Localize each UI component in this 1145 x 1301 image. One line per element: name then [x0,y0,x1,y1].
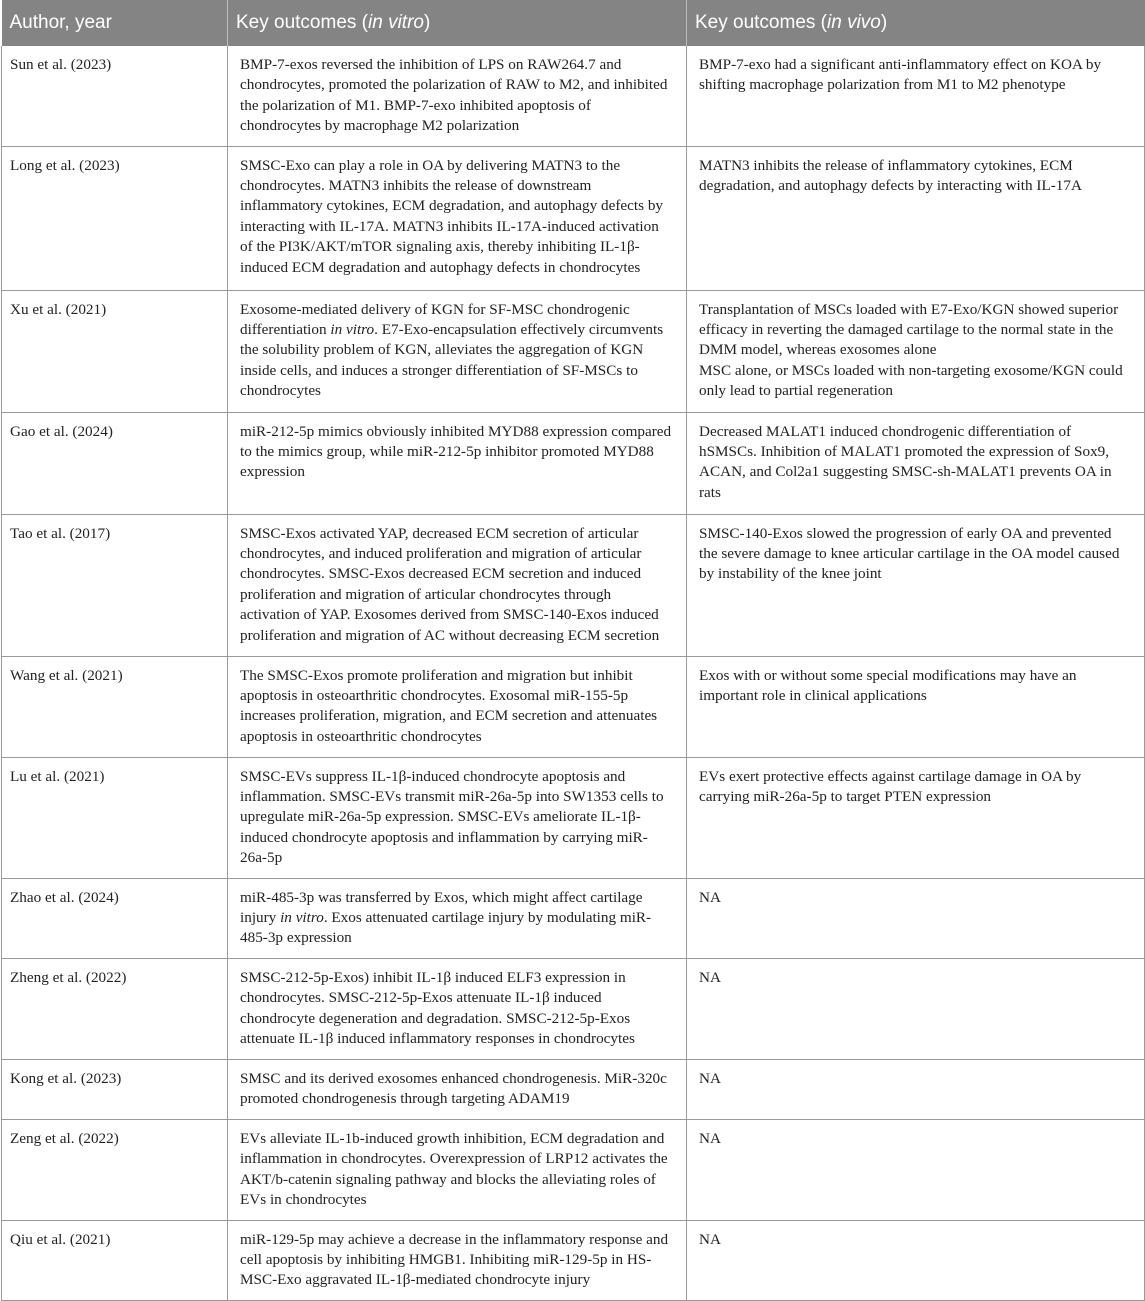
in-vivo-cell: BMP-7-exo had a significant anti-inflammatory effect on KOA by shifting macrophage polarization from M1 to M2 phenotype [687,46,1145,146]
in-vivo-cell: Decreased MALAT1 induced chondrogenic differentiation of hSMSCs. Inhibition of MALAT1 promoted the expression of Sox9, ACAN, and Col2a1 suggesting SMSC-sh-MALAT1 prevents OA in rats [687,412,1145,514]
header-author-year: Author, year [2,0,228,46]
table-row [2,878,1145,958]
author-cell: Wang et al. (2021) [2,656,228,757]
table-row [2,958,1145,1059]
in-vitro-cell: SMSC and its derived exosomes enhanced chondrogenesis. MiR-320c promoted chondrogenesis through targeting ADAM19 [228,1059,687,1119]
table-row [2,1220,1145,1300]
author-cell: Xu et al. (2021) [2,290,228,412]
table-header [2,0,1145,46]
table-row [2,514,1145,656]
in-vitro-cell: miR-129-5p may achieve a decrease in the inflammatory response and cell apoptosis by inhibiting HMGB1. Inhibiting miR-129-5p in HS-MSC-Exo aggravated IL-1β-mediated chondrocyte injury [228,1220,687,1300]
in-vitro-cell: miR-212-5p mimics obviously inhibited MYD88 expression compared to the mimics group, while miR-212-5p inhibitor promoted MYD88 expression [228,412,687,514]
in-vitro-cell: BMP-7-exos reversed the inhibition of LPS on RAW264.7 and chondrocytes, promoted the polarization of RAW to M2, and inhibited the polarization of M1. BMP-7-exo inhibited apoptosis of chondrocytes by macrophage M2 polarization [228,46,687,146]
in-vivo-cell: NA [687,878,1145,958]
in-vitro-cell: SMSC-EVs suppress IL-1β-induced chondrocyte apoptosis and inflammation. SMSC-EVs transmit miR-26a-5p into SW1353 cells to upregulate miR-26a-5p expression. SMSC-EVs ameliorate IL-1β-induced chondrocyte apoptosis and inflammation by carrying miR-26a-5p [228,757,687,878]
author-cell: Zeng et al. (2022) [2,1119,228,1220]
in-vitro-cell: Exosome-mediated delivery of KGN for SF-MSC chondrogenic differentiation in vitro. E7-Exo-encapsulation effectively circumvents the solubility problem of KGN, alleviates the aggregation of KGN inside cells, and induces a stronger differentiation of SF-MSCs to chondrocytes [228,290,687,412]
in-vivo-cell: Transplantation of MSCs loaded with E7-Exo/KGN showed superior efficacy in reverting the damaged cartilage to the normal state in the DMM model, whereas exosomes alone MSC alone, or MSCs loaded with non-targeting exosome/KGN could only lead to partial regeneration [687,290,1145,412]
table-row [2,656,1145,757]
author-cell: Sun et al. (2023) [2,46,228,146]
table-row [2,412,1145,514]
author-cell: Qiu et al. (2021) [2,1220,228,1300]
author-cell: Zhao et al. (2024) [2,878,228,958]
table-body [2,46,1145,1300]
table-row [2,46,1145,146]
in-vivo-cell: MATN3 inhibits the release of inflammatory cytokines, ECM degradation, and autophagy defects by interacting with IL-17A [687,146,1145,290]
in-vitro-cell: SMSC-212-5p-Exos) inhibit IL-1β induced ELF3 expression in chondrocytes. SMSC-212-5p-Exos attenuate IL-1β induced chondrocyte degeneration and degradation. SMSC-212-5p-Exos attenuate IL-1β induced inflammatory responses in chondrocytes [228,958,687,1059]
in-vivo-cell: SMSC-140-Exos slowed the progression of early OA and prevented the severe damage to knee articular cartilage in the OA model caused by instability of the knee joint [687,514,1145,656]
in-vivo-cell: NA [687,1220,1145,1300]
in-vitro-cell: EVs alleviate IL-1b-induced growth inhibition, ECM degradation and inflammation in chondrocytes. Overexpression of LRP12 activates the AKT/b-catenin signaling pathway and blocks the alleviating roles of EVs in chondrocytes [228,1119,687,1220]
in-vivo-cell: Exos with or without some special modifications may have an important role in clinical applications [687,656,1145,757]
in-vivo-cell: NA [687,1119,1145,1220]
outcomes-table [1,0,1145,1301]
header-in-vitro: Key outcomes (in vitro) [228,0,687,46]
author-cell: Gao et al. (2024) [2,412,228,514]
author-cell: Lu et al. (2021) [2,757,228,878]
table-row [2,1059,1145,1119]
author-cell: Kong et al. (2023) [2,1059,228,1119]
table-row [2,757,1145,878]
in-vivo-cell: NA [687,1059,1145,1119]
table-row [2,146,1145,290]
author-cell: Long et al. (2023) [2,146,228,290]
author-cell: Tao et al. (2017) [2,514,228,656]
header-in-vivo: Key outcomes (in vivo) [687,0,1145,46]
in-vitro-cell: miR-485-3p was transferred by Exos, which might affect cartilage injury in vitro. Exos attenuated cartilage injury by modulating miR-485-3p expression [228,878,687,958]
table-row [2,290,1145,412]
in-vivo-cell: EVs exert protective effects against cartilage damage in OA by carrying miR-26a-5p to target PTEN expression [687,757,1145,878]
in-vitro-cell: SMSC-Exos activated YAP, decreased ECM secretion of articular chondrocytes, and induced proliferation and migration of articular chondrocytes. SMSC-Exos decreased ECM secretion and induced proliferation and migration of articular chondrocytes through activation of YAP. Exosomes derived from SMSC-140-Exos induced proliferation and migration of AC without decreasing ECM secretion [228,514,687,656]
table-row [2,1119,1145,1220]
in-vitro-cell: The SMSC-Exos promote proliferation and migration but inhibit apoptosis in osteoarthritic chondrocytes. Exosomal miR-155-5p increases proliferation, migration, and ECM secretion and attenuates apoptosis in osteoarthritic chondrocytes [228,656,687,757]
header-row [2,0,1145,46]
author-cell: Zheng et al. (2022) [2,958,228,1059]
in-vivo-cell: NA [687,958,1145,1059]
in-vitro-cell: SMSC-Exo can play a role in OA by delivering MATN3 to the chondrocytes. MATN3 inhibits the release of downstream inflammatory cytokines, ECM degradation, and autophagy defects by interacting with IL-17A. MATN3 inhibits IL-17A-induced activation of the PI3K/AKT/mTOR signaling axis, thereby inhibiting IL-1β-induced ECM degradation and autophagy defects in chondrocytes [228,146,687,290]
